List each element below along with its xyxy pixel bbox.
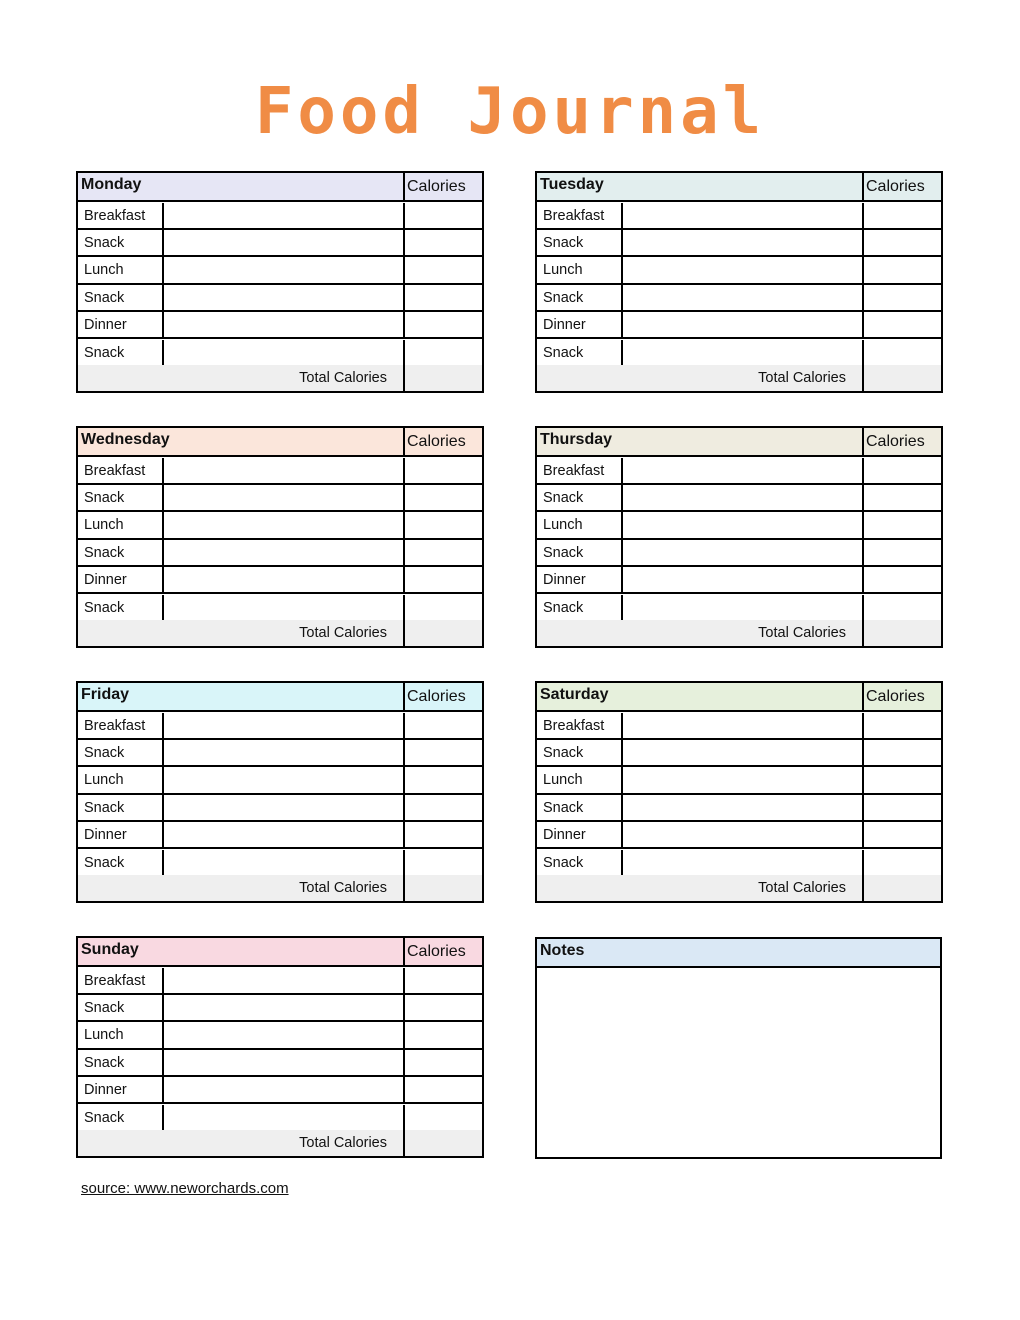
calorie-entry-field[interactable] [862,767,940,792]
day-header [537,428,941,457]
total-calories-field[interactable] [403,620,481,646]
meal-label: Snack [543,854,584,871]
meal-row [537,795,941,822]
meal-label: Snack [84,289,125,306]
calorie-entry-field[interactable] [862,540,940,565]
source-link[interactable]: source: www.neworchards.com [81,1180,289,1197]
meal-row [78,312,482,339]
meal-label: Dinner [543,827,586,844]
day-header [78,428,482,457]
meal-label: Lunch [84,1027,124,1044]
meal-label: Snack [84,999,125,1016]
calorie-entry-field[interactable] [862,458,940,483]
meal-row [537,740,941,767]
total-calories-label: Total Calories [299,370,387,386]
calorie-entry-field[interactable] [403,822,481,847]
meal-label: Dinner [84,572,127,589]
day-header [537,683,941,712]
food-entry-field[interactable] [164,595,403,620]
food-entry-field[interactable] [164,822,403,847]
meal-label: Lunch [84,517,124,534]
meal-label: Lunch [84,772,124,789]
total-row [78,620,482,646]
meal-row [78,230,482,257]
meal-label: Breakfast [84,717,146,734]
day-header [537,173,941,202]
meal-label: Dinner [543,317,586,334]
calorie-entry-field[interactable] [862,285,940,310]
food-entry-field[interactable] [623,713,862,738]
meal-label: Snack [543,599,584,616]
total-calories-label: Total Calories [758,625,846,641]
calorie-entry-field[interactable] [862,822,940,847]
calorie-entry-field[interactable] [862,230,940,255]
food-entry-field[interactable] [164,1105,403,1130]
total-calories-field[interactable] [403,365,481,391]
meal-row [78,1077,482,1104]
calorie-entry-field[interactable] [403,458,481,483]
food-entry-field[interactable] [164,995,403,1020]
day-name: Friday [81,686,130,703]
meal-row [78,1022,482,1049]
food-entry-field[interactable] [164,767,403,792]
meal-label: Snack [84,854,125,871]
meal-label: Lunch [543,517,583,534]
meal-label: Snack [84,799,125,816]
meal-label: Snack [543,344,584,361]
total-row [537,365,941,391]
food-entry-field[interactable] [623,512,862,537]
day-name: Wednesday [81,431,170,448]
calorie-entry-field[interactable] [862,795,940,820]
meal-row [78,968,482,995]
meal-row [78,485,482,512]
page-title: Food Journal [254,75,766,149]
meal-row [537,458,941,485]
meal-label: Breakfast [84,207,146,224]
food-entry-field[interactable] [164,713,403,738]
meal-row [537,767,941,794]
calorie-entry-field[interactable] [403,713,481,738]
meal-row [78,767,482,794]
day-name: Saturday [540,686,609,703]
food-entry-field[interactable] [164,968,403,993]
meal-row [78,257,482,284]
calorie-entry-field[interactable] [862,340,940,365]
day-table-thursday [535,426,943,648]
meal-label: Snack [84,1109,125,1126]
calorie-entry-field[interactable] [403,740,481,765]
food-entry-field[interactable] [164,512,403,537]
day-header [78,683,482,712]
food-entry-field[interactable] [164,340,403,365]
calorie-entry-field[interactable] [862,512,940,537]
calorie-entry-field[interactable] [403,767,481,792]
total-row [78,1130,482,1156]
calories-header: Calories [403,938,481,965]
day-header [78,938,482,967]
day-table-saturday [535,681,943,903]
food-entry-field[interactable] [623,740,862,765]
day-table-friday [76,681,484,903]
meal-row [78,1050,482,1077]
food-entry-field[interactable] [623,540,862,565]
food-entry-field[interactable] [164,740,403,765]
food-entry-field[interactable] [623,230,862,255]
meal-row [78,1105,482,1132]
total-calories-field[interactable] [862,875,940,901]
meal-label: Breakfast [543,462,605,479]
meal-row [78,567,482,594]
food-entry-field[interactable] [623,795,862,820]
meal-row [78,740,482,767]
meal-row [537,312,941,339]
meal-row [78,595,482,622]
meal-label: Snack [84,1054,125,1071]
calorie-entry-field[interactable] [403,1050,481,1075]
calories-header: Calories [862,683,940,710]
calorie-entry-field[interactable] [862,257,940,282]
meal-row [537,822,941,849]
total-calories-field[interactable] [862,620,940,646]
meal-label: Breakfast [84,972,146,989]
meal-label: Breakfast [84,462,146,479]
meal-label: Snack [543,489,584,506]
meal-label: Snack [543,799,584,816]
meal-row [78,713,482,740]
day-name: Tuesday [540,176,604,193]
calorie-entry-field[interactable] [403,1105,481,1130]
total-calories-label: Total Calories [299,1135,387,1151]
meal-row [78,995,482,1022]
meal-row [537,567,941,594]
food-entry-field[interactable] [623,485,862,510]
total-calories-label: Total Calories [299,880,387,896]
meal-row [78,285,482,312]
calorie-entry-field[interactable] [403,1022,481,1047]
total-calories-label: Total Calories [758,880,846,896]
day-name: Monday [81,176,142,193]
meal-row [78,203,482,230]
meal-row [537,540,941,567]
food-entry-field[interactable] [164,485,403,510]
day-name: Sunday [81,941,139,958]
meal-row [78,850,482,877]
day-table-tuesday [535,171,943,393]
calories-header: Calories [862,173,940,200]
calories-header: Calories [403,428,481,455]
notes-area[interactable] [537,968,940,1157]
total-calories-label: Total Calories [758,370,846,386]
calorie-entry-field[interactable] [862,485,940,510]
meal-label: Snack [84,599,125,616]
calorie-entry-field[interactable] [403,595,481,620]
meal-row [537,230,941,257]
meal-label: Snack [84,744,125,761]
calorie-entry-field[interactable] [862,203,940,228]
meal-row [537,713,941,740]
calorie-entry-field[interactable] [862,567,940,592]
calorie-entry-field[interactable] [403,567,481,592]
food-entry-field[interactable] [164,1050,403,1075]
meal-label: Snack [543,234,584,251]
food-entry-field[interactable] [623,285,862,310]
meal-label: Breakfast [543,717,605,734]
meal-label: Dinner [84,317,127,334]
meal-label: Dinner [543,572,586,589]
calorie-entry-field[interactable] [862,850,940,875]
food-entry-field[interactable] [164,458,403,483]
food-entry-field[interactable] [623,203,862,228]
calorie-entry-field[interactable] [403,850,481,875]
meal-row [537,850,941,877]
meal-row [78,512,482,539]
calorie-entry-field[interactable] [862,595,940,620]
meal-label: Breakfast [543,207,605,224]
food-entry-field[interactable] [623,595,862,620]
meal-label: Lunch [543,772,583,789]
calorie-entry-field[interactable] [403,795,481,820]
calorie-entry-field[interactable] [403,968,481,993]
meal-row [78,540,482,567]
meal-row [78,795,482,822]
food-entry-field[interactable] [623,340,862,365]
calorie-entry-field[interactable] [403,203,481,228]
meal-row [537,340,941,367]
total-row [537,620,941,646]
calorie-entry-field[interactable] [403,285,481,310]
total-calories-field[interactable] [403,1130,481,1156]
food-entry-field[interactable] [164,203,403,228]
calorie-entry-field[interactable] [862,740,940,765]
meal-row [537,257,941,284]
meal-label: Dinner [84,1082,127,1099]
meal-label: Snack [543,544,584,561]
food-entry-field[interactable] [623,458,862,483]
food-entry-field[interactable] [623,850,862,875]
total-calories-field[interactable] [403,875,481,901]
day-name: Thursday [540,431,613,448]
meal-row [78,458,482,485]
food-entry-field[interactable] [164,1077,403,1102]
calorie-entry-field[interactable] [403,540,481,565]
calorie-entry-field[interactable] [403,485,481,510]
meal-label: Snack [84,344,125,361]
meal-label: Snack [84,234,125,251]
calorie-entry-field[interactable] [403,512,481,537]
calorie-entry-field[interactable] [403,1077,481,1102]
total-row [78,365,482,391]
day-table-sunday [76,936,484,1158]
food-entry-field[interactable] [164,540,403,565]
meal-label: Snack [543,289,584,306]
calorie-entry-field[interactable] [403,340,481,365]
calorie-entry-field[interactable] [403,312,481,337]
calories-header: Calories [862,428,940,455]
food-entry-field[interactable] [164,285,403,310]
meal-label: Snack [84,489,125,506]
meal-label: Dinner [84,827,127,844]
meal-row [537,595,941,622]
food-entry-field[interactable] [623,312,862,337]
food-entry-field[interactable] [164,1022,403,1047]
food-entry-field[interactable] [164,567,403,592]
calorie-entry-field[interactable] [403,230,481,255]
meal-row [78,340,482,367]
food-entry-field[interactable] [623,257,862,282]
day-header [78,173,482,202]
total-row [78,875,482,901]
meal-label: Snack [543,744,584,761]
calories-header: Calories [403,683,481,710]
food-entry-field[interactable] [164,312,403,337]
total-calories-label: Total Calories [299,625,387,641]
food-entry-field[interactable] [164,257,403,282]
total-calories-field[interactable] [862,365,940,391]
meal-row [537,285,941,312]
meal-row [537,203,941,230]
food-entry-field[interactable] [623,822,862,847]
food-entry-field[interactable] [623,767,862,792]
calorie-entry-field[interactable] [862,312,940,337]
notes-title: Notes [540,942,585,959]
calorie-entry-field[interactable] [862,713,940,738]
food-entry-field[interactable] [164,795,403,820]
food-entry-field[interactable] [623,567,862,592]
calorie-entry-field[interactable] [403,257,481,282]
meal-row [78,822,482,849]
meal-row [537,485,941,512]
meal-label: Lunch [543,262,583,279]
meal-label: Lunch [84,262,124,279]
notes-box[interactable] [535,937,942,1159]
meal-row [537,512,941,539]
calories-header: Calories [403,173,481,200]
day-table-wednesday [76,426,484,648]
food-entry-field[interactable] [164,230,403,255]
day-table-monday [76,171,484,393]
notes-header [537,939,940,968]
meal-label: Snack [84,544,125,561]
total-row [537,875,941,901]
calorie-entry-field[interactable] [403,995,481,1020]
food-entry-field[interactable] [164,850,403,875]
